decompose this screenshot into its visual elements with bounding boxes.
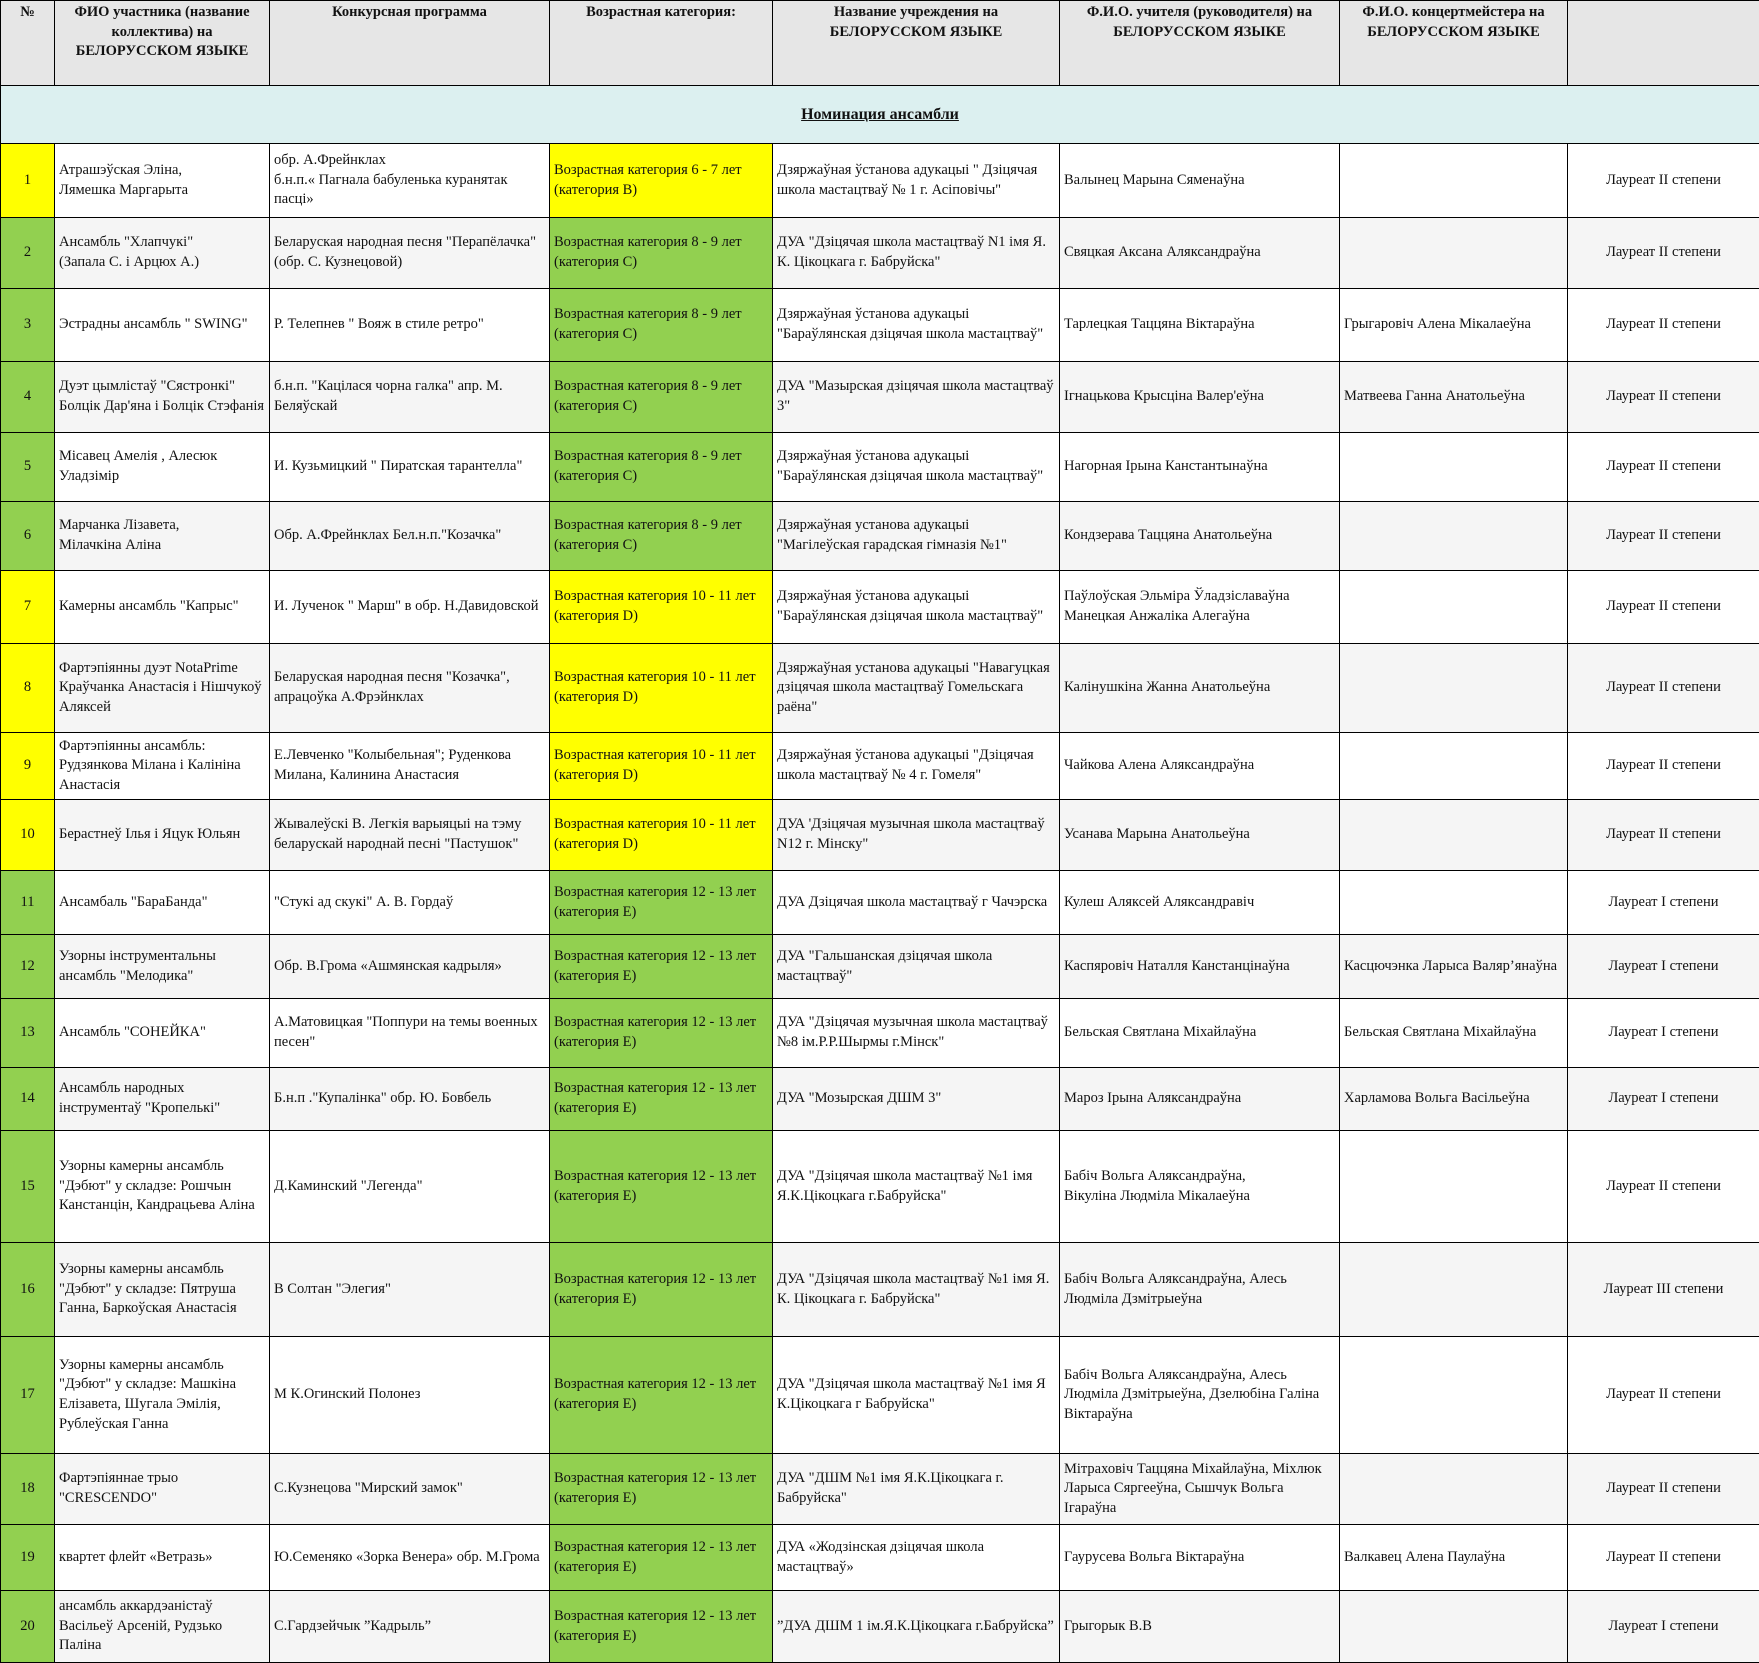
- cell-age: Возрастная категория 12 - 13 лет (категория E): [550, 871, 773, 935]
- cell-program: б.н.п. "Кацілася чорна галка" апр. М. Беляўскай: [270, 362, 550, 433]
- cell-institution: Дзяржаўная ўстанова адукацыі "Бараўлянская дзіцячая школа мастацтваў": [773, 433, 1060, 502]
- table-row: [1, 1337, 1759, 1454]
- section-row: [1, 86, 1759, 144]
- cell-teacher: Каспяровіч Наталля Канстанцінаўна: [1060, 935, 1340, 999]
- cell-teacher: Гаурусева Вольга Віктараўна: [1060, 1525, 1340, 1591]
- cell-num: 12: [1, 935, 55, 999]
- cell-teacher: Кондзерава Таццяна Анатольеўна: [1060, 502, 1340, 571]
- cell-program: Обр. В.Грома «Ашмянская кадрыля»: [270, 935, 550, 999]
- cell-age: Возрастная категория 8 - 9 лет (категория C): [550, 502, 773, 571]
- cell-program: Е.Левченко "Колыбельная"; Руденкова Милана, Калинина Анастасия: [270, 733, 550, 800]
- cell-result: Лауреат I степени: [1568, 1068, 1759, 1131]
- cell-institution: ДУА "Дзіцячая школа мастацтваў №1 імя Я. К. Цікоцкага г. Бабруйска": [773, 1243, 1060, 1337]
- cell-age: Возрастная категория 10 - 11 лет (категория D): [550, 733, 773, 800]
- cell-accompanist: [1340, 871, 1568, 935]
- cell-participant: Дуэт цымлістаў "Сястронкі" Болцік Дар'яна і Болцік Стэфанія: [55, 362, 270, 433]
- cell-institution: Дзяржаўная ўстанова адукацыі "Бараўлянская дзіцячая школа мастацтваў": [773, 289, 1060, 362]
- cell-program: Д.Каминский "Легенда": [270, 1131, 550, 1243]
- cell-institution: ДУА "Мазырская дзіцячая школа мастацтваў 3": [773, 362, 1060, 433]
- cell-participant: Узорны інструментальны ансамбль "Мелодика": [55, 935, 270, 999]
- cell-accompanist: Матвеева Ганна Анатольеўна: [1340, 362, 1568, 433]
- cell-num: 3: [1, 289, 55, 362]
- cell-result: Лауреат II степени: [1568, 362, 1759, 433]
- cell-num: 13: [1, 999, 55, 1068]
- cell-institution: ”ДУА ДШМ 1 ім.Я.К.Цікоцкага г.Бабруйска”: [773, 1591, 1060, 1663]
- table-row: [1, 1131, 1759, 1243]
- cell-accompanist: Бельская Святлана Міхайлаўна: [1340, 999, 1568, 1068]
- cell-num: 2: [1, 218, 55, 289]
- cell-result: Лауреат II степени: [1568, 218, 1759, 289]
- cell-age: Возрастная категория 12 - 13 лет (категория E): [550, 999, 773, 1068]
- cell-num: 1: [1, 144, 55, 218]
- cell-participant: Берастнеў Ілья і Яцук Юльян: [55, 800, 270, 871]
- cell-accompanist: Касцючэнка Ларыса Валяр’янаўна: [1340, 935, 1568, 999]
- cell-participant: Камерны ансамбль "Капрыс": [55, 571, 270, 644]
- cell-institution: Дзяржаўная ўстанова адукацыі " Дзіцячая школа мастацтваў № 1 г. Асіповічы": [773, 144, 1060, 218]
- cell-age: Возрастная категория 12 - 13 лет (категория E): [550, 1243, 773, 1337]
- cell-result: Лауреат I степени: [1568, 871, 1759, 935]
- cell-institution: Дзяржаўная ўстанова адукацыі "Бараўлянская дзіцячая школа мастацтваў": [773, 571, 1060, 644]
- section-title: Номинация ансамбли: [801, 106, 959, 123]
- header-row: [1, 1, 1759, 86]
- cell-program: Ю.Семеняко «Зорка Венера» обр. М.Грома: [270, 1525, 550, 1591]
- cell-program: Р. Телепнев " Вояж в стиле ретро": [270, 289, 550, 362]
- cell-institution: ДУА "Дзіцячая школа мастацтваў №1 імя Я К.Цікоцкага г Бабруйска": [773, 1337, 1060, 1454]
- table-row: [1, 433, 1759, 502]
- cell-num: 8: [1, 644, 55, 733]
- table-row: [1, 935, 1759, 999]
- cell-result: Лауреат II степени: [1568, 571, 1759, 644]
- cell-accompanist: [1340, 644, 1568, 733]
- cell-teacher: Тарлецкая Таццяна Віктараўна: [1060, 289, 1340, 362]
- cell-age: Возрастная категория 10 - 11 лет (категория D): [550, 800, 773, 871]
- table-row: [1, 571, 1759, 644]
- cell-teacher: Усанава Марына Анатольеўна: [1060, 800, 1340, 871]
- section-cell: [1, 86, 1759, 144]
- cell-institution: ДУА "Дзіцячая музычная школа мастацтваў №8 ім.Р.Р.Шырмы г.Мінск": [773, 999, 1060, 1068]
- cell-participant: Узорны камерны ансамбль "Дэбют" у складзе: Рошчын Канстанцін, Кандрацьева Аліна: [55, 1131, 270, 1243]
- cell-accompanist: Харламова Вольга Васільеўна: [1340, 1068, 1568, 1131]
- cell-participant: Ансамбль "Хлапчукі" (Запала С. і Арцюх А.): [55, 218, 270, 289]
- cell-result: Лауреат II степени: [1568, 433, 1759, 502]
- cell-num: 5: [1, 433, 55, 502]
- header-participant: ФИО участника (название коллектива) на БЕЛОРУССКОМ ЯЗЫКЕ: [55, 1, 270, 86]
- cell-institution: ДУА "Гальшанская дзіцячая школа мастацтваў": [773, 935, 1060, 999]
- cell-teacher: Чайкова Алена Аляксандраўна: [1060, 733, 1340, 800]
- cell-result: Лауреат II степени: [1568, 289, 1759, 362]
- cell-result: Лауреат I степени: [1568, 1591, 1759, 1663]
- cell-age: Возрастная категория 12 - 13 лет (категория E): [550, 1454, 773, 1525]
- cell-age: Возрастная категория 10 - 11 лет (категория D): [550, 571, 773, 644]
- cell-teacher: Ігнацькова Крысціна Валер'еўна: [1060, 362, 1340, 433]
- cell-result: Лауреат I степени: [1568, 999, 1759, 1068]
- cell-accompanist: [1340, 800, 1568, 871]
- table-row: [1, 1243, 1759, 1337]
- cell-age: Возрастная категория 12 - 13 лет (категория E): [550, 1525, 773, 1591]
- cell-num: 4: [1, 362, 55, 433]
- cell-result: Лауреат II степени: [1568, 144, 1759, 218]
- cell-age: Возрастная категория 8 - 9 лет (категория C): [550, 433, 773, 502]
- cell-participant: Ансамбль народных інструментаў "Кропелькі": [55, 1068, 270, 1131]
- cell-participant: Фартэпіянны ансамбль: Рудзянкова Мілана і Калініна Анастасія: [55, 733, 270, 800]
- cell-result: Лауреат II степени: [1568, 644, 1759, 733]
- cell-institution: Дзяржаўная установа адукацыі "Навагуцкая дзіцячая школа мастацтваў Гомельскага раёна": [773, 644, 1060, 733]
- cell-teacher: Мітраховіч Таццяна Міхайлаўна, Міхлюк Ларыса Сяргееўна, Сышчук Вольга Ігараўна: [1060, 1454, 1340, 1525]
- cell-num: 16: [1, 1243, 55, 1337]
- cell-program: "Стукі ад скукі" А. В. Гордаў: [270, 871, 550, 935]
- cell-participant: ансамбль аккардэаністаў Васільеў Арсеній, Рудзько Паліна: [55, 1591, 270, 1663]
- cell-num: 10: [1, 800, 55, 871]
- cell-program: Беларуская народная песня "Козачка", апрацоўка А.Фрэйнклах: [270, 644, 550, 733]
- table-row: [1, 362, 1759, 433]
- cell-program: Жывалеўскі В. Легкія варыяцыі на тэму беларускай народнай песні "Пастушок": [270, 800, 550, 871]
- cell-age: Возрастная категория 10 - 11 лет (категория D): [550, 644, 773, 733]
- cell-institution: ДУА "Дзіцячая школа мастацтваў №1 імя Я.К.Цікоцкага г.Бабруйска": [773, 1131, 1060, 1243]
- cell-accompanist: [1340, 1131, 1568, 1243]
- cell-teacher: Бабіч Вольга Аляксандраўна, Алесь Людміла Дзмітрыеўна: [1060, 1243, 1340, 1337]
- cell-accompanist: Грыгаровіч Алена Мікалаеўна: [1340, 289, 1568, 362]
- cell-accompanist: [1340, 502, 1568, 571]
- cell-program: М К.Огинский Полонез: [270, 1337, 550, 1454]
- cell-program: И. Лученок " Марш" в обр. Н.Давидовской: [270, 571, 550, 644]
- cell-age: Возрастная категория 12 - 13 лет (категория E): [550, 1068, 773, 1131]
- cell-program: Обр. А.Фрейнклах Бел.н.п."Козачка": [270, 502, 550, 571]
- table-row: [1, 871, 1759, 935]
- cell-accompanist: Валкавец Алена Паулаўна: [1340, 1525, 1568, 1591]
- cell-accompanist: [1340, 218, 1568, 289]
- cell-accompanist: [1340, 733, 1568, 800]
- cell-teacher: Кулеш Аляксей Аляксандравіч: [1060, 871, 1340, 935]
- cell-participant: Фартэпіяннае трыо "CRESCENDO": [55, 1454, 270, 1525]
- cell-age: Возрастная категория 6 - 7 лет (категория B): [550, 144, 773, 218]
- cell-accompanist: [1340, 1337, 1568, 1454]
- cell-institution: ДУА Дзіцячая школа мастацтваў г Чачэрска: [773, 871, 1060, 935]
- header-age: Возрастная категория:: [550, 1, 773, 86]
- cell-num: 19: [1, 1525, 55, 1591]
- cell-institution: ДУА "ДШМ №1 імя Я.К.Цікоцкага г. Бабруйска": [773, 1454, 1060, 1525]
- cell-num: 18: [1, 1454, 55, 1525]
- cell-result: Лауреат II степени: [1568, 1525, 1759, 1591]
- cell-participant: Эстрадны ансамбль " SWING": [55, 289, 270, 362]
- cell-program: обр. А.Фрейнклах б.н.п.« Пагнала бабуленька куранятак пасці»: [270, 144, 550, 218]
- cell-num: 17: [1, 1337, 55, 1454]
- cell-participant: Ансамбаль "БараБанда": [55, 871, 270, 935]
- cell-teacher: Мароз Ірына Аляксандраўна: [1060, 1068, 1340, 1131]
- table-row: [1, 999, 1759, 1068]
- cell-result: Лауреат II степени: [1568, 502, 1759, 571]
- cell-institution: ДУА "Дзіцячая школа мастацтваў N1 імя Я. К. Цікоцкага г. Бабруйска": [773, 218, 1060, 289]
- cell-teacher: Бельская Святлана Міхайлаўна: [1060, 999, 1340, 1068]
- cell-result: Лауреат II степени: [1568, 733, 1759, 800]
- cell-program: Б.н.п ."Купалінка" обр. Ю. Бовбель: [270, 1068, 550, 1131]
- cell-program: С.Кузнецова "Мирский замок": [270, 1454, 550, 1525]
- cell-participant: Узорны камерны ансамбль "Дэбют" у складзе: Пятруша Ганна, Баркоўская Анастасія: [55, 1243, 270, 1337]
- cell-accompanist: [1340, 1454, 1568, 1525]
- cell-result: Лауреат III степени: [1568, 1243, 1759, 1337]
- table-row: [1, 1591, 1759, 1663]
- cell-participant: Атрашэўская Эліна, Лямешка Маргарыта: [55, 144, 270, 218]
- cell-accompanist: [1340, 433, 1568, 502]
- cell-num: 20: [1, 1591, 55, 1663]
- cell-participant: Узорны камерны ансамбль "Дэбют" у складзе: Машкіна Елізавета, Шугала Эмілія, Рублеўская Ганна: [55, 1337, 270, 1454]
- cell-result: Лауреат I степени: [1568, 935, 1759, 999]
- cell-teacher: Грыгорык В.В: [1060, 1591, 1340, 1663]
- cell-teacher: Калінушкіна Жанна Анатольеўна: [1060, 644, 1340, 733]
- cell-program: С.Гардзейчык ”Кадрыль”: [270, 1591, 550, 1663]
- header-accompanist: Ф.И.О. концертмейстера на БЕЛОРУССКОМ ЯЗЫКЕ: [1340, 1, 1568, 86]
- table-row: [1, 218, 1759, 289]
- cell-accompanist: [1340, 144, 1568, 218]
- cell-age: Возрастная категория 8 - 9 лет (категория C): [550, 218, 773, 289]
- cell-num: 6: [1, 502, 55, 571]
- cell-participant: Фартэпіянны дуэт NotaPrime Краўчанка Анастасія і Нішчукоў Аляксей: [55, 644, 270, 733]
- cell-age: Возрастная категория 12 - 13 лет (категория E): [550, 1131, 773, 1243]
- cell-num: 14: [1, 1068, 55, 1131]
- cell-teacher: Свяцкая Аксана Аляксандраўна: [1060, 218, 1340, 289]
- cell-accompanist: [1340, 1243, 1568, 1337]
- cell-result: Лауреат II степени: [1568, 1337, 1759, 1454]
- table-row: [1, 502, 1759, 571]
- cell-institution: ДУА "Мозырская ДШМ 3": [773, 1068, 1060, 1131]
- table-row: [1, 1068, 1759, 1131]
- cell-num: 15: [1, 1131, 55, 1243]
- cell-teacher: Бабіч Вольга Аляксандраўна, Вікуліна Людміла Мікалаеўна: [1060, 1131, 1340, 1243]
- cell-program: И. Кузьмицкий " Пиратская тарантелла": [270, 433, 550, 502]
- cell-num: 7: [1, 571, 55, 644]
- cell-teacher: Нагорная Ірына Канстантынаўна: [1060, 433, 1340, 502]
- table-row: [1, 733, 1759, 800]
- table-row: [1, 644, 1759, 733]
- cell-accompanist: [1340, 1591, 1568, 1663]
- cell-result: Лауреат II степени: [1568, 1454, 1759, 1525]
- cell-teacher: Бабіч Вольга Аляксандраўна, Алесь Людміла Дзмітрыеўна, Дзелюбіна Галіна Віктараўна: [1060, 1337, 1340, 1454]
- cell-num: 9: [1, 733, 55, 800]
- header-institution: Название учреждения на БЕЛОРУССКОМ ЯЗЫКЕ: [773, 1, 1060, 86]
- cell-age: Возрастная категория 8 - 9 лет (категория C): [550, 289, 773, 362]
- cell-teacher: Валынец Марына Сяменаўна: [1060, 144, 1340, 218]
- cell-age: Возрастная категория 8 - 9 лет (категория C): [550, 362, 773, 433]
- header-result: [1568, 1, 1759, 86]
- table-row: [1, 289, 1759, 362]
- cell-accompanist: [1340, 571, 1568, 644]
- cell-participant: Місавец Амелія , Алесюк Уладзімір: [55, 433, 270, 502]
- cell-program: Беларуская народная песня "Перапёлачка" (обр. С. Кузнецовой): [270, 218, 550, 289]
- table-row: [1, 144, 1759, 218]
- cell-participant: Ансамбль "СОНЕЙКА": [55, 999, 270, 1068]
- cell-participant: квартет флейт «Ветразь»: [55, 1525, 270, 1591]
- cell-institution: Дзяржаўная ўстанова адукацыі "Дзіцячая школа мастацтваў № 4 г. Гомеля": [773, 733, 1060, 800]
- cell-result: Лауреат II степени: [1568, 800, 1759, 871]
- cell-result: Лауреат II степени: [1568, 1131, 1759, 1243]
- cell-teacher: Паўлоўская Эльміра Ўладзіславаўна Манецкая Анжаліка Алегаўна: [1060, 571, 1340, 644]
- header-teacher: Ф.И.О. учителя (руководителя) на БЕЛОРУССКОМ ЯЗЫКЕ: [1060, 1, 1340, 86]
- cell-num: 11: [1, 871, 55, 935]
- header-program: Конкурсная программа: [270, 1, 550, 86]
- cell-age: Возрастная категория 12 - 13 лет (категория E): [550, 935, 773, 999]
- table-body: [1, 86, 1759, 1663]
- header-num: №: [1, 1, 55, 86]
- table-row: [1, 800, 1759, 871]
- cell-institution: Дзяржаўная установа адукацыі "Магілеўская гарадская гімназія №1": [773, 502, 1060, 571]
- cell-program: В Солтан "Элегия": [270, 1243, 550, 1337]
- cell-institution: ДУА «Жодзінская дзіцячая школа мастацтваў»: [773, 1525, 1060, 1591]
- cell-age: Возрастная категория 12 - 13 лет (категория E): [550, 1337, 773, 1454]
- cell-participant: Марчанка Лізавета, Мілачкіна Аліна: [55, 502, 270, 571]
- cell-program: А.Матовицкая "Поппури на темы военных песен": [270, 999, 550, 1068]
- cell-age: Возрастная категория 12 - 13 лет (категория E): [550, 1591, 773, 1663]
- cell-institution: ДУА 'Дзіцячая музычная школа мастацтваў N12 г. Мінску": [773, 800, 1060, 871]
- table-row: [1, 1525, 1759, 1591]
- table-row: [1, 1454, 1759, 1525]
